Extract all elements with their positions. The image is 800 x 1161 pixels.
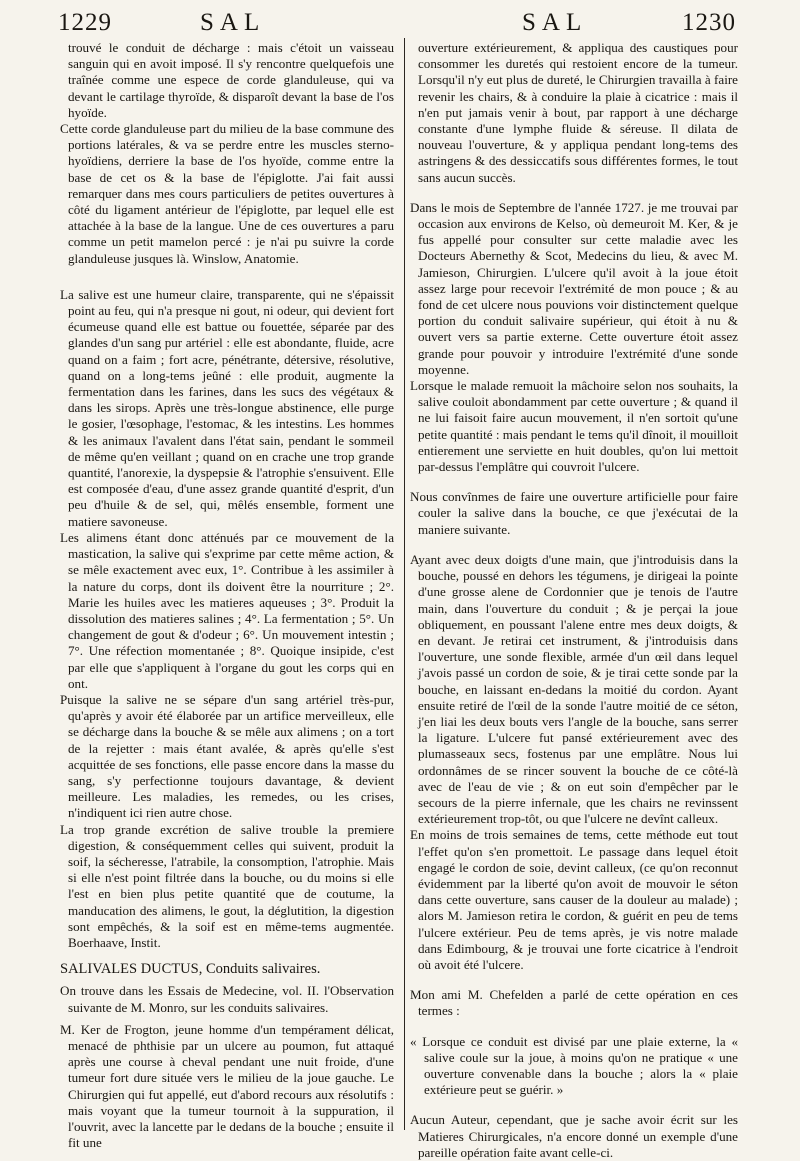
paragraph-continued: trouvé le conduit de décharge : mais c'étoit un vaisseau sanguin qui en avoit imposé. Il s'y rencontre quelquefois une traînée comme une espece de corde glanduleuse, qui va devant le cartilage thyroïde, & disparoît devant la base de l'os hyoïde. bbox=[68, 40, 394, 120]
quotation: « Lorsque ce conduit est divisé par une plaie externe, la « salive coule sur la joue, à moins qu'on ne pratique « une ouverture convenable dans la bouche ; alors la « plaie extérieure peut se guérir. » bbox=[410, 1033, 738, 1098]
running-header bbox=[0, 6, 800, 40]
entry-heading-salivales-ductus: SALIVALES DUCTUS, Conduits salivaires. bbox=[60, 961, 321, 978]
paragraph: En moins de trois semaines de tems, cette méthode eut tout l'effet qu'on s'en promettoit. Le passage dans lequel étoit engagé le cordon de soie, devint calleux, (ce qu'on reconnut évidemment par la liberté qu'on avoit de mouvoir le séton dans cette ouverture, sans causer de la douleur au malade) ; alors M. Jamieson retira le cordon, & guérit en peu de tems l'ulcere extérieur. Peu de tems après, je vis notre malade dans Edimbourg, & je trouvai une forte cicatrice à l'endroit où avoit été l'ulcere. bbox=[410, 827, 738, 972]
paragraph: Puisque la salive ne se sépare d'un sang artériel très-pur, qu'après y avoir été élaborée par un artifice merveilleux, elle se décharge dans la bouche & se mêle aux alimens ; on a tort de la rejetter : mais étant avalée, & après qu'elle s'est acquittée de ses fonctions, elle passe encore dans la masse du sang, s'y perfectionne toujours davantage, & devient meilleure. Les maladies, les remedes, ou les crises, n'indiquent ici rien autre chose. bbox=[60, 691, 394, 821]
paragraph: Nous convînmes de faire une ouverture artificielle pour faire couler la salive dans la bouche, ce que j'exécutai de la maniere suivante. bbox=[410, 489, 738, 537]
left-column bbox=[60, 40, 394, 1151]
paragraph: Ayant avec deux doigts d'une main, que j'introduisis dans la bouche, poussé en dehors les tégumens, je dirigeai la pointe d'une grosse alene de Cordonnier que je tenois de l'autre main, dans l'ouverture du conduit ; & je perçai la joue obliquement, en poussant l'alene entre mes deux doigts, & en devant. Je retirai cet instrument, & j'introduisis dans l'ouverture, une sonde flexible, armée d'un œil dans lequel j'avois passé un cordon de soie, & je tirai cette sonde par la bouche, en laissant en-dedans la moitié du cordon. Ayant ensuite retiré de l'œil de la sonde l'autre moitié de ce séton, j'en liai les deux bouts vers l'angle de la bouche, sans serrer la ligature. L'ulcere fut pansé extérieurement avec des plumasseaux secs, fostenus par une emplâtre. Nous lui ordonnâmes de se rincer souvent la bouche de ce côté-là avec de l'eau de vie ; & on eut soin d'empêcher par le secours de la pierre infernale, que les chairs ne revinssent extérieurement trop-tôt, ou que l'ulcere ne devînt calleux. bbox=[410, 551, 738, 827]
paragraph: Dans le mois de Septembre de l'année 1727. je me trouvai par occasion aux environs de Kelso, où demeuroit M. Ker, & je fus appellé pour consulter sur cette maladie avec les Docteurs Abernethy & Scot, Medecins du lieu, & avec M. Jamieson, Chirurgien. L'ulcere qu'il avoit à la joue étoit assez large pour recevoir l'extrémité de mon pouce ; & au fond de cet ulcere nous pouvions voir distinctement quelque portion du conduit salivaire supérieur, qui étoit à nu & ouvert vers sa partie externe. Cette ouverture étoit assez grande pour pouvoir y introduire l'extrémité d'une sonde moyenne. bbox=[410, 199, 738, 377]
paragraph-continued: ouverture extérieurement, & appliqua des caustiques pour consommer les duretés qui restoient encore de la tumeur. Lorsqu'il n'y eut plus de dureté, le Chirurgien travailla à faire revenir les chairs, & à conduire la plaie à cicatrice : mais il n'en put jamais venir à bout, par rapport à une décharge constante d'une lymphe fluide & séreuse. Il dilata de nouveau l'ouverture, & y appliqua pendant long-tems des astringens & des dessiccatifs sous différentes formes, le tout sans aucun succès. bbox=[418, 40, 738, 185]
paragraph: Cette corde glanduleuse part du milieu de la base commune des portions latérales, & va se perdre entre les muscles sterno-hyoïdiens, derriere la base de l'os hyoïde, comme entre la base de cet os & la base de l'épiglotte. J'ai fait aussi remarquer dans mes cours particuliers de petites ouvertures à côté du ligament antérieur de l'épiglotte, par lequel elle est attachée à la base de la langue. Une de ces ouvertures a paru comme un petit mamelon percé : je n'ai pu suivre la corde glanduleuse jusques là. Winslow, Anatomie. bbox=[60, 121, 394, 266]
paragraph: Aucun Auteur, cependant, que je sache avoir écrit sur les Matieres Chirurgicales, n'a encore donné un exemple d'une pareille opération faite avant celle-ci. bbox=[410, 1112, 738, 1160]
headword-right: SAL bbox=[522, 9, 588, 36]
right-column bbox=[410, 40, 738, 1161]
paragraph: Mon ami M. Chefelden a parlé de cette opération en ces termes : bbox=[410, 987, 738, 1019]
paragraph: On trouve dans les Essais de Medecine, vol. II. l'Observation suivante de M. Monro, sur les conduits salivaires. bbox=[60, 983, 394, 1015]
paragraph: M. Ker de Frogton, jeune homme d'un tempérament délicat, menacé de phthisie par un ulcere au poumon, fut attaqué après une course à cheval pendant une nuit froide, d'une tumeur fort dure située vers le milieu de la joue gauche. Le Chirurgien qui fut appellé, eut d'abord recours aux résolutifs : mais voyant que la tumeur tournoit à la suppuration, il l'ouvrit, avec la lancette par le dedans de la bouche ; ensuite il fit une bbox=[60, 1021, 394, 1151]
paragraph-salive: La salive est une humeur claire, transparente, qui ne s'épaissit point au feu, qui n'a presque ni gout, ni odeur, qui devient fort écumeuse quand elle est battue ou fouettée, séparée par des glandes d'un sang pur artériel : elle est abondante, fluide, acre quand on a faim ; fort acre, pénétrante, détersive, résolutive, quand on a long-tems jeûné : elle produit, augmente la fermentation dans les farines, dans les sucs des végétaux & dans les sirops. Après une très-longue abstinence, elle purge le gosier, l'œsophage, l'estomac, & les intestins. Les hommes & les animaux l'avalent dans l'état sain, pendant le sommeil de même qu'en veillant ; quand on en crache une trop grande quantité, l'anorexie, la dyspepsie & l'atrophie s'ensuivent. Elle est composée d'eau, d'une assez grande quantité d'esprit, d'un peu d'huile & de sel, qui, mêlés ensemble, forment une matiere savoneuse. bbox=[60, 286, 394, 529]
headword-left: SAL bbox=[200, 9, 266, 36]
paragraph: La trop grande excrétion de salive trouble la premiere digestion, & conséquemment celles qui suivent, produit la soif, la sécheresse, l'atrabile, la consomption, l'atrophie. Mais si elle n'est point filtrée dans la bouche, ou du moins si elle l'est en bien plus petite quantité que de coutume, la manducation des alimens, le gout, la déglutition, la digestion sont empêchés, & la soif est en même-tems augmentée. Boerhaave, Instit. bbox=[60, 821, 394, 950]
column-divider bbox=[404, 38, 405, 1130]
paragraph: Les alimens étant donc atténués par ce mouvement de la mastication, la salive qui s'exprime par cette même action, & se mêle exactement avec eux, 1°. Contribue à les assimiler à la nature du corps, dont ils doivent être la nourriture ; 2°. Marie les huiles avec les matieres aqueuses ; 3°. Produit la dissolution des matieres salines ; 4°. La fermentation ; 5°. Un changement de gout & d'odeur ; 6°. Un mouvement intestin ; 7°. Une réfection momentanée ; 8°. Quoique insipide, c'est par elle que s'appliquent à l'organe du gout les corps qui en ont. bbox=[60, 529, 394, 691]
paragraph: Lorsque le malade remuoit la mâchoire selon nos souhaits, la salive couloit abondamment par cette ouverture ; & quand il ne lui faisoit faire aucun mouvement, il n'en sortoit qu'une petite quantité : mais pendant le tems qu'il dînoit, il mouilloit entierement une serviette en huit doubles, qu'on lui mettoit par-dessus l'emplâtre qui couvroit l'ulcere. bbox=[410, 378, 738, 475]
page-number-left: 1229 bbox=[58, 9, 112, 36]
page-number-right: 1230 bbox=[682, 9, 736, 36]
